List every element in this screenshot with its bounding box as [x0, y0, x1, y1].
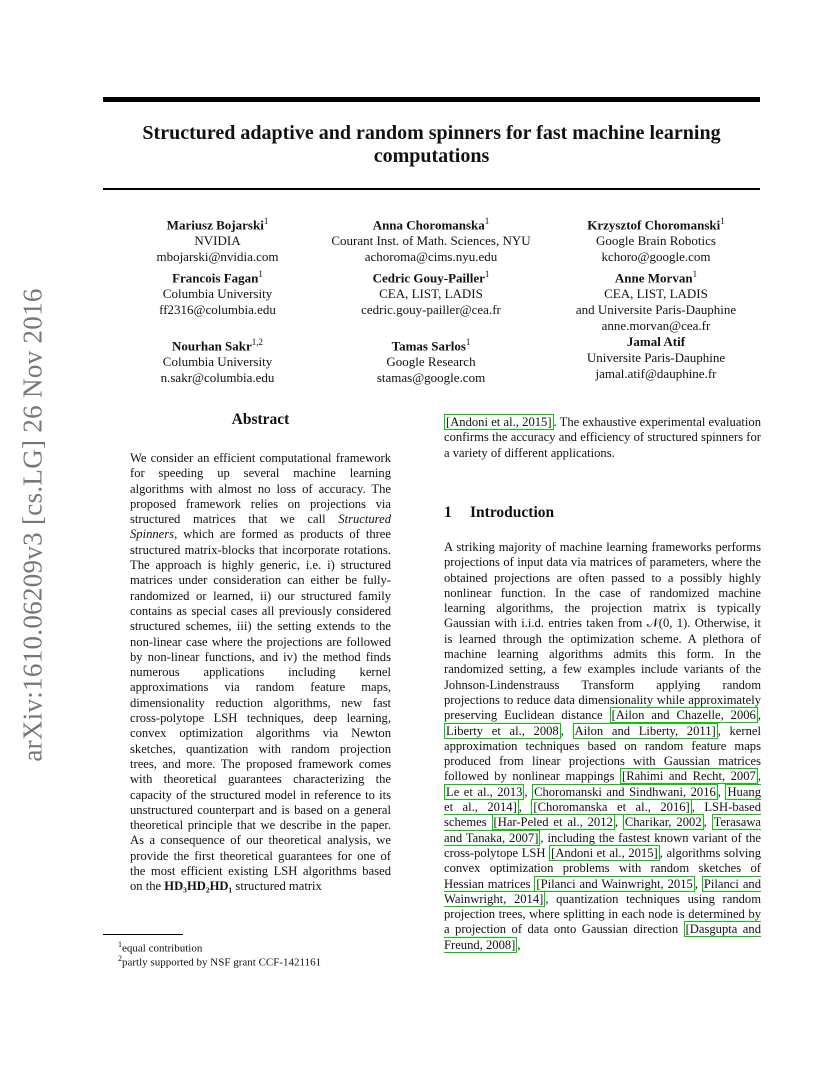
abstract-heading: Abstract [231, 411, 290, 428]
citation-link[interactable]: Le et al., 2013 [446, 784, 523, 799]
author-block: Nourhan Sakr$^{1,2}$ Columbia University n.sakr@columbia.edu [160, 337, 275, 386]
citation-link[interactable]: [Ailon and Chazelle, 2006 [611, 708, 756, 723]
citation-link[interactable]: Ailon and Liberty, 2011] [574, 723, 716, 738]
footnote-rule [103, 934, 183, 935]
citation-link[interactable]: [Rahimi and Recht, 2007 [622, 769, 756, 784]
author-block: Anne Morvan$^1$ CEA, LIST, LADIS and Universite Paris-Dauphine anne.morvan@cea.fr [575, 269, 737, 334]
footnote: $^1$equal contribution [118, 940, 203, 955]
citation-link[interactable]: Terasawa and Tanaka, 2007] [444, 815, 762, 845]
footnote: $^2$partly supported by NSF grant CCF-1421161 [118, 954, 322, 969]
citation-link[interactable]: [Andoni et al., 2015] [551, 845, 658, 860]
citation-link[interactable]: Charikar, 2002 [624, 815, 702, 830]
author-block: Cedric Gouy-Pailler$^1$ CEA, LIST, LADIS cedric.gouy-pailler@cea.fr [361, 269, 501, 318]
title-top-rule [103, 97, 760, 102]
citation-link[interactable]: Choromanski and Sindhwani, 2016 [534, 784, 716, 799]
author-block: Anna Choromanska$^1$ Courant Inst. of Math. Sciences, NYU achoroma@cims.nyu.edu [331, 216, 531, 265]
abstract-continued: [Andoni et al., 2015] . The exhaustive experimental evaluation confirms the accuracy and efficiency of structured spinners for a variety of different applications. [444, 415, 762, 460]
author-block: Mariusz Bojarski$^1$ NVIDIA mbojarski@nvidia.com [156, 216, 279, 265]
citation-link[interactable]: [Har-Peled et al., 2012 [493, 815, 613, 830]
citation-link[interactable]: [Dasgupta and Freund, 2008] [444, 922, 761, 952]
author-block: Jamal Atif Universite Paris-Dauphine jamal.atif@dauphine.fr [586, 334, 726, 381]
abstract-body: We consider an efficient computational framework for speeding up several machine learning algorithms with almost no loss of accuracy. The proposed framework relies on projections via structured matrices that we call Structured Spinners, which are formed as products of three structured matrix-blocks that incorporate rotations. The approach is highly generic, i.e. i) structured matrices under consideration can either be fully-randomized or learned, ii) our structured family contains as special cases all previously considered structured schemes, iii) the setting extends to the non-linear case where the projections are followed by non-linear functions, and iv) the method finds numerous applications including kernel approximations via random feature maps, dimensionality reduction algorithms, new fast cross-polytope LSH techniques, deep learning, convex optimization algorithms via Newton sketches, quantization with random projection trees, and more. The proposed framework comes with theoretical guarantees characterizing the capacity of the structured model in reference to its unstructured counterpart and is based on a general theoretical principle that we describe in the paper. As a consequence of our theoretical analysis, we provide the first theoretical guarantees for one of the most efficient existing LSH algorithms based on the HD₃HD₂HD₁ structured matrix [130, 451, 391, 894]
arxiv-sidebar-stamp: arXiv:1610.06209v3 [cs.LG] 26 Nov 2016 [17, 288, 48, 762]
citation-link[interactable]: Pilanci and Wainwright, 2014] [444, 876, 762, 906]
author-block: Francois Fagan$^1$ Columbia University ff2316@columbia.edu [159, 269, 276, 318]
citation-link[interactable]: Liberty et al., 2008 [446, 723, 559, 738]
citation-link[interactable]: [Andoni et al., 2015] [446, 415, 552, 429]
paper-title: Structured adaptive and random spinners for fast machine learning computations [142, 122, 721, 167]
author-block: Tamas Sarlos$^1$ Google Research stamas@google.com [376, 337, 486, 386]
section-heading: 1 Introduction [444, 504, 555, 521]
citation-link[interactable]: [Choromanska et al., 2016] [533, 800, 690, 815]
introduction-body: A striking majority of machine learning frameworks performs projections of input data via matrices of parameters, where the obtained projections are often passed to a possibly highly nonlinear function. In the case of randomized machine learning algorithms, the projection matrix is typically Gaussian with i.i.d. entries taken from 𝒩(0, 1). Otherwise, it is learned through the optimization scheme. A plethora of machine learning algorithms admits this form. In the randomized setting, a few examples include variants of the Johnson-Lindenstrauss Transform applying random projections to reduce data dimensionality while approximately preserving Euclidean distance [Ailon and Chazelle, 2006 , Liberty et al., 2008 , Ailon and Liberty, 2011] , kernel approximation techniques based on random feature maps produced from linear projections with Gaussian matrices followed by nonlinear mappings [Rahimi and Recht, 2007 , Le et al., 2013 , Choromanski and Sindhwani, 2016 , Huang et al., 2014] , [Choromanska et al., 2016] , LSH-based schemes [Har-Peled et al., 2012 , Charikar, 2002 , Terasawa and Tanaka, 2007] , including the fastest known variant of the cross-polytope LSH [Andoni et al., 2015] , algorithms solving convex optimization problems with random sketches of Hessian matrices [Pilanci and Wainwright, 2015 , Pilanci and Wainwright, 2014] , quantization techniques using random projection trees, where splitting in each node is determined by a projection of data onto Gaussian direction [Dasgupta and Freund, 2008] , [444, 540, 762, 952]
author-block: Krzysztof Choromanski$^1$ Google Brain Robotics kchoro@google.com [587, 216, 725, 265]
citation-link[interactable]: [Pilanci and Wainwright, 2015 [536, 876, 693, 891]
citation-link[interactable]: Huang et al., 2014] [444, 784, 762, 815]
title-bottom-rule [103, 188, 760, 190]
